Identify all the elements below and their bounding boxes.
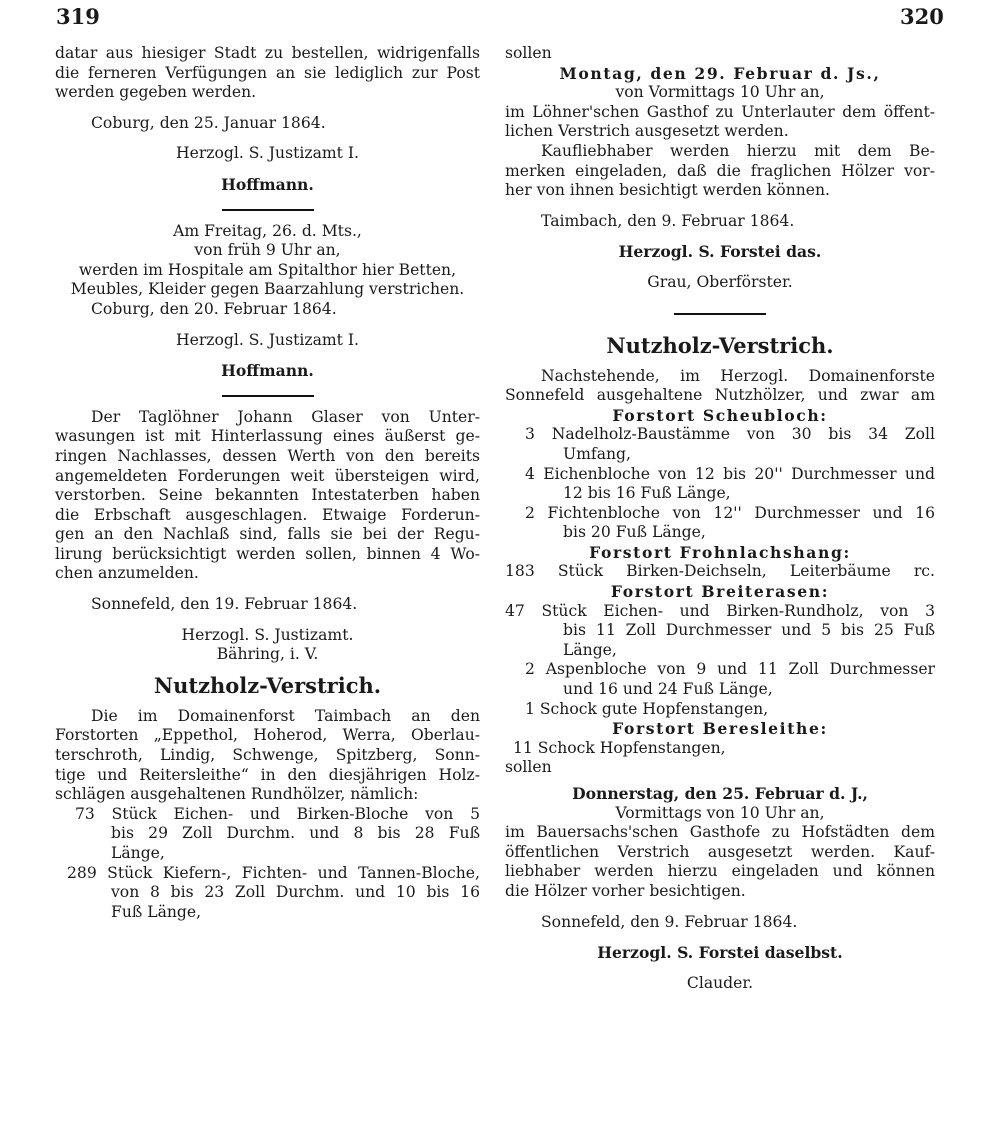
notice-office: Herzogl. S. Justizamt I. [176,144,359,163]
list-item: 2 Fichtenbloche von 12'' Durchmesser und 16 [525,503,935,522]
separator-rule [674,313,766,315]
list-item: Länge, [563,640,617,659]
list-item: von 8 bis 23 Zoll Durchm. und 10 bis 16 [111,883,480,902]
list-item: 2 Aspenbloche von 9 und 11 Zoll Durchmesser [525,660,935,679]
page-number-left: 319 [56,4,100,29]
notice-date: Sonnefeld, den 19. Februar 1864. [91,595,358,614]
text-line: werden im Hospitale am Spitalthor hier Betten, [78,260,457,279]
text-line: her von ihnen besichtigt werden können. [505,181,831,200]
text-line: werden gegeben werden. [55,83,257,102]
list-item: 183 Stück Birken-Deichseln, Leiterbäume rc. [505,562,935,581]
list-item: 289 Stück Kiefern-, Fichten- und Tannen-Bloche, [67,863,480,882]
notice-date: Sonnefeld, den 9. Februar 1864. [541,912,798,931]
text-line: liebhaber werden hierzu eingeladen und können [505,862,935,881]
text-line: gen an den Nachlaß sind, falls sie bei der Regu- [55,525,480,544]
text-line: sollen [505,44,552,62]
notice-office: Herzogl. S. Forstei das. [618,242,822,262]
list-item: bis 20 Fuß Länge, [563,523,706,542]
right-column [505,44,935,993]
notice-signature: Hoffmann. [221,174,314,194]
list-item: und 16 und 24 Fuß Länge, [563,680,773,699]
text-line: schlägen ausgehaltenen Rundhölzer, nämlich: [55,785,419,804]
list-item: 12 bis 16 Fuß Länge, [563,484,731,503]
text-line: Nachstehende, im Herzogl. Domainenforste [541,366,935,385]
text-line: im Bauersachs'schen Gasthofe zu Hofstädten dem [505,823,935,842]
text-line: Montag, den 29. Februar d. Js., [559,63,881,83]
section-heading: Nutzholz-Verstrich. [606,332,834,358]
text-line: im Löhner'schen Gasthof zu Unterlauter dem öffent- [505,102,935,121]
text-line: lirung berücksichtigt werden sollen, binnen 4 Wo- [55,544,480,563]
list-item: 1 Schock gute Hopfenstangen, [525,699,769,718]
section-heading: Nutzholz-Verstrich. [153,672,382,698]
separator-rule [222,209,314,211]
text-line: die Erbschaft ausgeschlagen. Etwaige Forderun- [55,505,480,524]
text-line: von Vormittags 10 Uhr an, [615,83,825,102]
notice-office: Herzogl. S. Justizamt. [181,625,354,644]
notice-signature: Bähring, i. V. [216,645,319,664]
notice-signature: Clauder. [686,973,754,992]
text-line: Der Taglöhner Johann Glaser von Unter- [91,407,480,426]
notice-signature: Hoffmann. [221,361,314,381]
text-line: merken eingeladen, daß die fraglichen Hölzer vor- [505,161,935,180]
text-line: Meubles, Kleider gegen Baarzahlung verstrichen. [70,280,465,299]
text-line: Kaufliebhaber werden hierzu mit dem Be- [541,141,935,160]
list-item: 47 Stück Eichen- und Birken-Rundholz, von 3 [505,601,935,620]
forstort-heading: Forstort Beresleithe: [612,719,828,739]
list-item: bis 29 Zoll Durchm. und 8 bis 28 Fuß [111,824,480,843]
text-line: wasungen ist mit Hinterlassung eines äußerst ge- [55,427,480,446]
text-line: angemeldeten Forderungen weit übersteigen wird, [55,466,480,485]
list-item: Fuß Länge, [111,902,202,921]
forstort-heading: Forstort Scheubloch: [612,405,828,425]
text-line: terschroth, Lindig, Schwenge, Spitzberg, Sonn- [55,746,480,765]
text-line: Am Freitag, 26. d. Mts., [173,221,362,240]
list-item: 3 Nadelholz-Baustämme von 30 bis 34 Zoll [525,425,935,444]
text-line: ringen Nachlasses, dessen Werth von den bereits [55,446,480,465]
text-line: Die im Domainenforst Taimbach an den [91,706,480,725]
text-line: verstorben. Seine bekannten Intestaterben haben [55,486,480,505]
text-line: die Hölzer vorher besichtigen. [505,881,746,900]
text-line: lichen Verstrich ausgesetzt werden. [505,122,789,141]
forstort-heading: Forstort Frohnlachshang: [589,542,851,562]
notice-signature: Grau, Oberförster. [647,272,793,291]
list-item: 11 Schock Hopfenstangen, [513,738,726,757]
left-column [55,44,480,922]
text-line: datar aus hiesiger Stadt zu bestellen, widrigenfalls [55,44,480,62]
text-line: Forstorten „Eppethol, Hoherod, Werra, Oberlau- [55,726,480,745]
list-item: 73 Stück Eichen- und Birken-Bloche von 5 [75,804,480,823]
text-line: öffentlichen Verstrich ausgesetzt werden. Kauf- [505,842,935,861]
text-line: Donnerstag, den 25. Februar d. J., [572,784,868,803]
page-number-right: 320 [900,4,944,29]
forstort-heading: Forstort Breiterasen: [610,582,830,602]
list-item: sollen [505,758,552,777]
notice-date: Coburg, den 20. Februar 1864. [91,299,337,318]
notice-date: Taimbach, den 9. Februar 1864. [541,211,795,230]
text-line: Vormittags von 10 Uhr an, [615,803,825,822]
notice-office: Herzogl. S. Forstei daselbst. [597,943,843,963]
list-item: bis 11 Zoll Durchmesser und 5 bis 25 Fuß [563,621,935,640]
text-line: chen anzumelden. [55,564,199,583]
list-item: Länge, [111,844,165,862]
notice-office: Herzogl. S. Justizamt I. [176,330,359,349]
list-item: 4 Eichenbloche von 12 bis 20'' Durchmesser und [525,464,935,483]
notice-date: Coburg, den 25. Januar 1864. [91,113,326,132]
text-line: tige und Reitersleithe“ in den diesjährigen Holz- [55,765,480,784]
separator-rule [222,395,314,397]
text-line: die ferneren Verfügungen an sie lediglich zur Post [55,63,480,82]
text-line: Sonnefeld ausgehaltene Nutzhölzer, und zwar am [505,386,935,405]
list-item: Umfang, [563,444,631,463]
text-line: von früh 9 Uhr an, [194,241,341,260]
